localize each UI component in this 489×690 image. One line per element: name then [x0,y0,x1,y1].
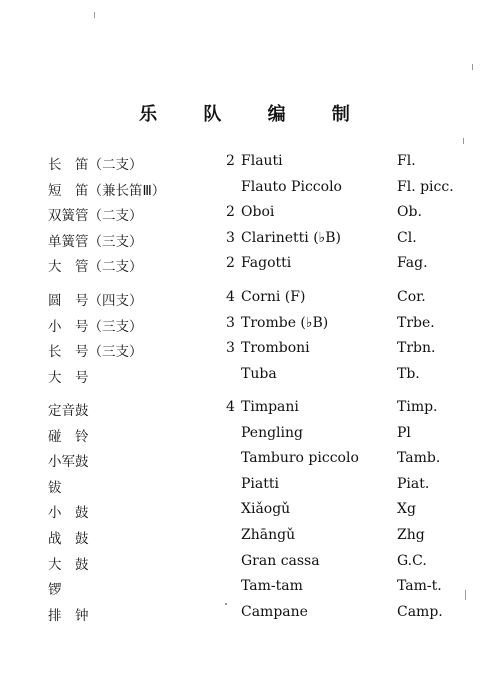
abbreviation: Tb. [397,365,420,382]
chinese-name: 锣 [48,582,62,599]
player-count: 4 [226,399,235,415]
chinese-name: 钹 [48,479,62,496]
italian-name: Trombe (♭B) [241,314,329,331]
player-count: 2 [226,255,235,272]
italian-name: Gran cassa [241,552,320,569]
scan-speck [94,12,95,18]
abbreviation: Fag. [397,255,428,272]
player-count: 3 [226,229,235,246]
instrument-row [0,153,489,175]
italian-name: Corni (F) [241,289,306,305]
abbreviation: Trbn. [397,340,436,357]
chinese-name: 短 笛（兼长笛Ⅲ） [48,182,166,199]
instrument-row [0,315,489,337]
italian-name: Timpani [241,399,299,415]
instrument-row [0,230,489,252]
instrument-row [0,604,489,626]
italian-name: Fagotti [241,255,292,272]
instrument-row [0,425,489,447]
abbreviation: Zhg [397,527,425,543]
chinese-name: 小军鼓 [48,454,89,471]
player-count: 2 [226,153,235,169]
player-count: 3 [226,340,235,357]
chinese-name: 小 鼓 [48,505,89,522]
chinese-name: 大 鼓 [48,556,89,573]
abbreviation: Piat. [397,475,430,492]
player-count: 4 [226,289,235,305]
chinese-name: 排 钟 [48,607,89,624]
scan-speck [465,590,466,600]
abbreviation: G.C. [397,552,427,569]
abbreviation: Tamb. [397,450,441,467]
chinese-name: 定音鼓 [48,403,89,419]
instrument-row [0,204,489,226]
abbreviation: Fl. [397,153,416,169]
abbreviation: Fl. picc. [397,178,454,195]
chinese-name: 圆 号（四支） [48,293,143,309]
instrument-row [0,450,489,472]
scan-speck [472,64,473,70]
instrument-row [0,255,489,277]
scan-speck [463,138,464,144]
italian-name: Tuba [241,365,277,382]
instrument-row [0,476,489,498]
player-count: 3 [226,314,235,331]
italian-name: Oboi [241,204,275,221]
instrument-row [0,289,489,311]
instrument-row [0,366,489,388]
abbreviation: Cor. [397,289,426,305]
chinese-name: 碰 铃 [48,428,89,445]
page-title: 乐 队 编 制 [139,104,370,125]
italian-name: Tam-tam [241,578,303,595]
abbreviation: Camp. [397,603,443,620]
chinese-name: 长 号（三支） [48,344,143,361]
italian-name: Campane [241,603,308,620]
abbreviation: Trbe. [397,314,435,331]
abbreviation: Timp. [397,399,438,415]
abbreviation: Xg [397,501,416,518]
italian-name: Pengling [241,424,303,441]
instrument-row [0,553,489,575]
chinese-name: 单簧管（三支） [48,233,143,250]
italian-name: Flauto Piccolo [241,178,342,195]
instrument-row [0,399,489,421]
italian-name: Tromboni [241,340,310,357]
italian-name: Tamburo piccolo [241,450,359,467]
player-count: 2 [226,204,235,221]
chinese-name: 小 号（三支） [48,318,143,335]
italian-name: Xiǎogǔ [241,501,291,518]
scan-speck [225,603,227,605]
abbreviation: Pl [397,424,411,441]
italian-name: Piatti [241,475,279,492]
abbreviation: Ob. [397,204,422,221]
instrument-row [0,578,489,600]
instrument-row [0,179,489,201]
chinese-name: 战 鼓 [48,531,89,547]
instrument-row [0,527,489,549]
chinese-name: 双簧管（二支） [48,208,143,225]
instrument-row [0,340,489,362]
chinese-name: 长 笛（二支） [48,157,143,173]
chinese-name: 大 号 [48,369,89,386]
abbreviation: Tam-t. [397,578,442,595]
abbreviation: Cl. [397,229,417,246]
italian-name: Zhāngǔ [241,527,296,543]
instrument-row [0,501,489,523]
italian-name: Clarinetti (♭B) [241,229,342,246]
italian-name: Flauti [241,153,283,169]
chinese-name: 大 管（二支） [48,259,143,276]
